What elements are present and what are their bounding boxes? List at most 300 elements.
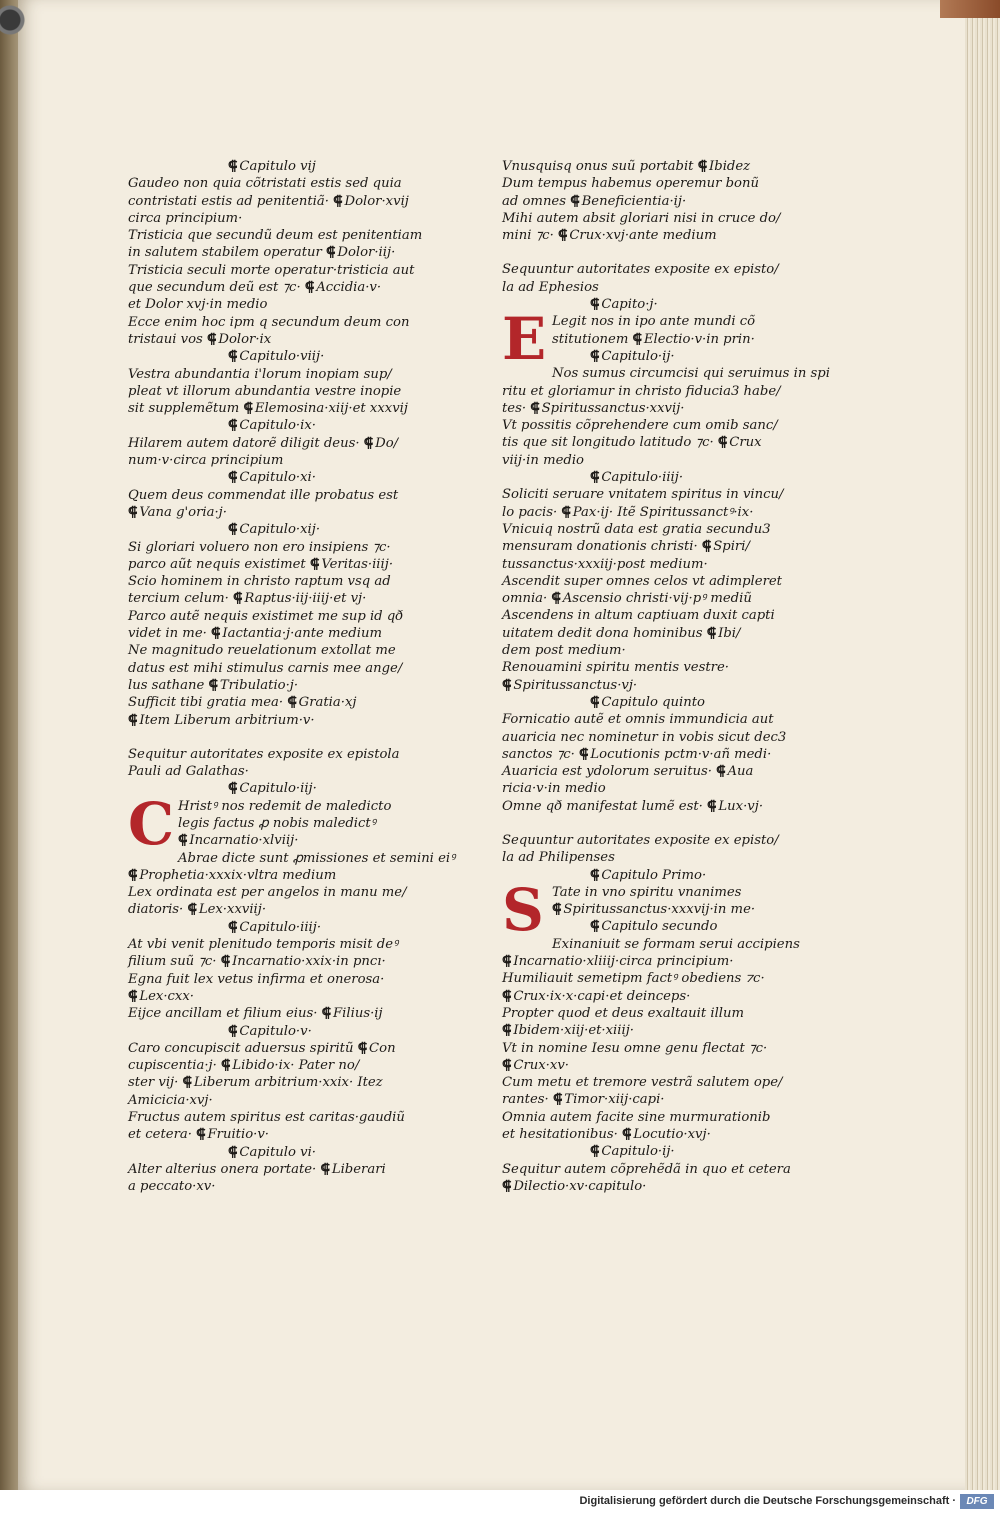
text-line [502, 798, 792, 815]
line-text: Vnusquisq onus suũ portabit [502, 159, 694, 174]
text-line [502, 158, 792, 175]
text-line [502, 607, 792, 624]
pilcrow-icon: ⸿ [590, 919, 600, 935]
line-text: pleat vt illorum abundantia vestre inopie [128, 383, 402, 399]
rubricated-initial [502, 305, 547, 374]
line-text: Lex·cxx· [139, 988, 195, 1004]
cross-reference: Libido·ix· Pater no/ [232, 1058, 360, 1074]
line-text: Ne magnitudo reuelationum extollat me [128, 643, 396, 659]
pilcrow-icon: ⸿ [182, 1075, 192, 1091]
line-text: Vnicuiq nostrũ data est gratia secundu3 [502, 521, 771, 537]
text-line [128, 1178, 428, 1195]
line-text: tercium celum· [128, 591, 229, 607]
line-text: sit supplemẽtum [128, 401, 240, 417]
pilcrow-icon: ⸿ [561, 504, 571, 520]
cross-reference: Liberum arbitrium·xxix· Itez [193, 1075, 383, 1091]
text-line [128, 210, 428, 227]
text-line [502, 417, 792, 434]
cross-reference: Lex·xxviij· [198, 902, 267, 918]
cross-reference: Beneficientia·ij· [581, 193, 687, 209]
line-text: Capitulo vij [239, 159, 316, 174]
line-text: Ecce enim hoc ipm q secundum deum con [128, 314, 410, 330]
line-text: Sequuntur autoritates exposite ex episto/ [502, 832, 779, 848]
text-line [128, 1057, 428, 1074]
cross-reference: Timor·xiij·capi· [564, 1092, 665, 1108]
line-text: et cetera· [128, 1127, 192, 1143]
pilcrow-icon: ⸿ [228, 1144, 238, 1160]
line-text: Spiritussanctus·xxxvij·in me· [563, 902, 756, 918]
pilcrow-icon: ⸿ [220, 954, 231, 970]
pilcrow-icon: ⸿ [128, 867, 138, 883]
line-text: stitutionem [552, 331, 629, 347]
pilcrow-icon: ⸿ [321, 1006, 332, 1022]
pilcrow-icon: ⸿ [228, 1023, 238, 1039]
text-line [128, 1144, 428, 1161]
line-text: rantes· [502, 1092, 549, 1108]
text-line [128, 417, 428, 434]
line-text: Pauli ad Galathas· [128, 764, 249, 780]
pilcrow-icon: ⸿ [579, 746, 589, 762]
line-text: ricia·v·in medio [502, 781, 606, 797]
text-line [128, 262, 428, 279]
pilcrow-icon: ⸿ [570, 193, 580, 209]
line-text: Ascendens in altum captiuam duxit capti [502, 608, 775, 624]
text-line [502, 486, 792, 503]
line-text: Capitulo·v· [239, 1023, 312, 1039]
left-text-column [128, 158, 456, 1196]
line-text: Mihi autem absit gloriari nisi in cruce do/ [502, 210, 781, 226]
line-text: mensuram donationis christi· [502, 539, 698, 555]
text-line [128, 625, 428, 642]
line-text: Capitulo·iij· [239, 781, 317, 797]
line-text: Quem deus commendat ille probatus est [128, 487, 399, 503]
cross-reference: Liberari [331, 1161, 386, 1177]
text-line [128, 348, 428, 365]
cross-reference: Pax·ij· Itẽ Spiritussanctꝰ·ix· [572, 504, 754, 520]
cross-reference: Accidia·v· [316, 280, 382, 296]
pilcrow-icon: ⸿ [622, 1127, 632, 1143]
text-line [128, 279, 428, 296]
line-text: circa principium· [128, 210, 243, 226]
pilcrow-icon: ⸿ [228, 418, 238, 434]
text-line [502, 867, 792, 884]
text-line [128, 901, 428, 918]
text-line [502, 383, 792, 400]
line-text: Hristꝰ nos redemit de maledicto [178, 798, 392, 814]
line-text: lus sathane [128, 677, 205, 693]
line-text: tristaui vos [128, 331, 203, 347]
text-line [502, 590, 792, 607]
text-line [502, 677, 792, 694]
line-text: Capitulo·ij· [601, 348, 675, 364]
line-text: Abrae dicte sunt ꝓmissiones et semini eiꝰ [178, 850, 456, 866]
line-text: Capitulo·xij· [239, 522, 321, 538]
text-line [502, 659, 792, 676]
text-line [502, 504, 792, 521]
pilcrow-icon: ⸿ [590, 867, 600, 883]
line-text: Tristicia seculi morte operatur·tristicia aut [128, 262, 415, 278]
line-text: omnia· [502, 591, 548, 607]
rubricated-initial [502, 875, 546, 944]
text-line [502, 780, 792, 797]
text-line [502, 400, 792, 417]
line-text: Omne qð manifestat lumẽ est· [502, 798, 703, 814]
text-line [128, 988, 428, 1005]
text-line [502, 1178, 792, 1195]
pilcrow-icon: ⸿ [320, 1161, 330, 1177]
text-line [128, 1074, 428, 1091]
text-line [502, 279, 792, 296]
pilcrow-icon: ⸿ [208, 677, 218, 693]
line-text: lo pacis· [502, 504, 558, 520]
pilcrow-icon: ⸿ [243, 401, 253, 417]
cross-reference: Veritas·iiij· [321, 556, 394, 572]
cross-reference: Tribulatio·j· [219, 677, 299, 693]
line-text: Capitulo·iiij· [601, 470, 684, 486]
cross-reference: Electio·v·in prin· [643, 331, 755, 347]
line-text: ad omnes [502, 193, 567, 209]
text-line [502, 642, 792, 659]
line-text: Incarnatio·xliiij·circa principium· [513, 954, 734, 970]
cross-reference: Locutionis pctm·v·añ medi· [590, 746, 772, 762]
line-text: Capitulo vi· [239, 1144, 316, 1160]
line-text: Item Liberum arbitrium·v· [139, 712, 315, 728]
line-text: ster vij· [128, 1075, 179, 1091]
text-line [502, 936, 800, 953]
line-text: Parco autẽ nequis existimet me sup id qð [128, 608, 404, 624]
line-text: Capitulo·ix· [239, 418, 316, 434]
line-text: Capito·j· [601, 297, 658, 313]
pilcrow-icon: ⸿ [707, 798, 717, 814]
line-text: Fructus autem spiritus est caritas·gaudiũ [128, 1110, 405, 1126]
pilcrow-icon: ⸿ [363, 435, 374, 451]
text-line [502, 1074, 792, 1091]
text-line [128, 1109, 428, 1126]
page-edges [965, 0, 1000, 1490]
text-line [128, 556, 428, 573]
text-line [128, 660, 428, 677]
pilcrow-icon: ⸿ [128, 712, 138, 728]
cross-reference: Crux [729, 435, 762, 451]
line-text: a peccato·xv· [128, 1179, 216, 1195]
text-line [128, 884, 428, 901]
line-text: Capitulo·xi· [239, 470, 316, 486]
line-text: videt in me· [128, 626, 207, 642]
pilcrow-icon: ⸿ [502, 677, 512, 693]
line-text: parco aũt nequis existimet [128, 556, 306, 572]
pilcrow-icon: ⸿ [502, 1057, 512, 1073]
line-text: Tate in vno spiritu vnanimes [552, 884, 742, 900]
text-line [502, 1005, 792, 1022]
cross-reference: Gratia·xj [298, 695, 357, 711]
text-line [502, 1040, 792, 1057]
text-line [128, 867, 428, 884]
binding-corner [940, 0, 1000, 18]
line-text: ritu et gloriamur in christo fiducia3 habe/ [502, 383, 781, 399]
rubricated-initial [128, 789, 175, 858]
pilcrow-icon: ⸿ [551, 591, 561, 607]
cross-reference: Con [369, 1040, 396, 1056]
pilcrow-icon: ⸿ [590, 348, 600, 364]
pilcrow-icon: ⸿ [187, 902, 197, 918]
right-text-column [502, 158, 830, 1195]
line-text: Capitulo·iiij· [239, 919, 322, 935]
pilcrow-icon: ⸿ [502, 988, 512, 1004]
text-line [502, 1161, 792, 1178]
text-line [128, 1023, 428, 1040]
text-line [128, 746, 428, 763]
text-line [502, 970, 792, 987]
cross-reference: Dolor·ix [218, 331, 272, 347]
cross-reference: Dolor·iij· [337, 245, 396, 261]
text-line [128, 244, 428, 261]
line-text: Hilarem autem datorẽ diligit deus· [128, 435, 360, 451]
line-text: cupiscentia·j· [128, 1058, 217, 1074]
line-text: legis factus ꝓ nobis maledictꝰ [178, 815, 376, 831]
text-line [128, 469, 428, 486]
line-text: sanctos ⁊c· [502, 746, 575, 762]
line-text: Sequuntur autoritates exposite ex episto/ [502, 262, 779, 278]
line-text: in salutem stabilem operatur [128, 245, 322, 261]
pilcrow-icon: ⸿ [552, 1092, 563, 1108]
line-text: Propter quod et deus exaltauit illum [502, 1005, 744, 1021]
text-line [128, 590, 428, 607]
pilcrow-icon: ⸿ [228, 159, 238, 174]
pilcrow-icon: ⸿ [716, 764, 726, 780]
text-line [128, 971, 428, 988]
cross-reference: Spiri/ [713, 539, 750, 555]
line-text: Omnia autem facite sine murmurationib [502, 1109, 771, 1125]
pilcrow-icon: ⸿ [701, 539, 712, 555]
pilcrow-icon: ⸿ [632, 331, 642, 347]
text-line [502, 694, 792, 711]
text-line [502, 1126, 792, 1143]
text-line [128, 193, 428, 210]
footer-bar [0, 1490, 1000, 1515]
text-line [128, 435, 428, 452]
text-line [128, 487, 428, 504]
pilcrow-icon: ⸿ [697, 159, 708, 174]
text-line [502, 573, 792, 590]
text-line [502, 832, 792, 849]
line-text: que secundum deũ est ⁊c· [128, 280, 301, 296]
line-text: Prophetia·xxxix·vltra medium [139, 867, 337, 883]
cross-reference: Lux·vj· [718, 798, 764, 814]
cross-reference: Spiritussanctus·xxvij· [541, 400, 685, 416]
initial-letter: S [502, 875, 544, 944]
line-text: et hesitationibus· [502, 1127, 618, 1143]
text-line [502, 729, 792, 746]
text-line [128, 314, 428, 331]
pilcrow-icon: ⸿ [228, 919, 238, 935]
pilcrow-icon: ⸿ [228, 349, 238, 365]
pilcrow-icon: ⸿ [333, 193, 343, 209]
text-line [502, 763, 792, 780]
cross-reference: Elemosina·xiij·et xxxvij [254, 401, 408, 417]
text-line [502, 746, 792, 763]
line-text: Crux·xv· [513, 1057, 569, 1073]
text-line [502, 521, 792, 538]
text-line [502, 849, 792, 866]
line-text: Caro concupiscit aduersus spiritũ [128, 1040, 354, 1056]
line-text: mini ⁊c· [502, 228, 554, 244]
pilcrow-icon: ⸿ [590, 1144, 600, 1160]
line-text: viij·in medio [502, 452, 584, 468]
line-text: Capitulo quinto [601, 694, 705, 710]
line-text: uitatem dedit dona hominibus [502, 625, 703, 641]
text-line [502, 175, 792, 192]
text-line [502, 711, 792, 728]
pilcrow-icon: ⸿ [552, 902, 562, 918]
text-line [128, 642, 428, 659]
text-line [128, 175, 428, 192]
line-text: Scio hominem in christo raptum vsq ad [128, 574, 391, 590]
line-text: et Dolor xvj·in medio [128, 297, 268, 313]
line-text: Incarnatio·xlviij· [189, 833, 299, 849]
pilcrow-icon: ⸿ [502, 954, 512, 970]
line-text: Auaricia est ydolorum seruitus· [502, 764, 712, 780]
pilcrow-icon: ⸿ [128, 988, 138, 1004]
line-text: Spiritussanctus·vj· [513, 677, 638, 693]
pilcrow-icon: ⸿ [196, 1127, 206, 1143]
text-line [128, 227, 428, 244]
cross-reference: Ibi/ [718, 625, 741, 641]
text-line [128, 521, 428, 538]
line-text: num·v·circa principium [128, 453, 284, 469]
text-line [128, 677, 428, 694]
text-line [128, 712, 428, 729]
text-line [128, 573, 428, 590]
cross-reference: Aua [727, 764, 754, 780]
text-line [128, 1092, 428, 1109]
text-line [502, 556, 792, 573]
pilcrow-icon: ⸿ [326, 245, 336, 261]
pilcrow-icon: ⸿ [557, 228, 568, 244]
text-line [502, 193, 792, 210]
cross-reference: Do/ [375, 435, 399, 451]
pilcrow-icon: ⸿ [211, 626, 221, 642]
pilcrow-icon: ⸿ [228, 781, 238, 797]
paragraph-gap [128, 729, 428, 746]
line-text: tussanctus·xxxiij·post medium· [502, 556, 708, 572]
pilcrow-icon: ⸿ [207, 331, 217, 347]
line-text: At vbi venit plenitudo temporis misit deꝰ [128, 937, 399, 953]
paragraph-gap [502, 244, 792, 261]
cross-reference: Dolor·xvij [344, 193, 409, 209]
line-text: Capitulo·viij· [239, 349, 325, 365]
line-text: Humiliauit semetipm factꝰ obediens ⁊c· [502, 971, 765, 987]
text-line [128, 1005, 428, 1022]
pilcrow-icon: ⸿ [228, 522, 238, 538]
line-text: Nos sumus circumcisi qui seruimus in spi [552, 366, 830, 382]
line-text: dem post medium· [502, 643, 626, 659]
line-text: la ad Ephesios [502, 279, 599, 295]
initial-letter: E [502, 305, 547, 374]
text-line [128, 331, 428, 348]
pilcrow-icon: ⸿ [502, 1023, 512, 1039]
text-line [502, 1143, 792, 1160]
line-text: Eijce ancillam et filium eius· [128, 1006, 318, 1022]
pilcrow-icon: ⸿ [590, 694, 600, 710]
pilcrow-icon: ⸿ [128, 504, 138, 520]
text-line [502, 625, 792, 642]
pilcrow-icon: ⸿ [502, 1178, 512, 1194]
pilcrow-icon: ⸿ [228, 470, 238, 486]
text-line [502, 1022, 792, 1039]
text-line [502, 227, 792, 244]
line-text: tes· [502, 400, 527, 416]
line-text: Vt possitis cõprehendere cum omib sanc/ [502, 418, 778, 434]
pilcrow-icon: ⸿ [287, 695, 297, 711]
cross-reference: Filius·ij [333, 1006, 383, 1022]
pilcrow-icon: ⸿ [706, 625, 717, 641]
text-line [128, 694, 428, 711]
text-line [128, 1040, 428, 1057]
text-line [128, 608, 428, 625]
text-line [128, 383, 428, 400]
line-text: Capitulo secundo [601, 919, 718, 935]
text-line [502, 434, 792, 451]
pilcrow-icon: ⸿ [221, 1058, 231, 1074]
cross-reference: Locutio·xvj· [633, 1127, 711, 1143]
text-line [128, 1126, 428, 1143]
line-text: auaricia nec nominetur in vobis sicut dec3 [502, 729, 787, 745]
text-line [128, 763, 428, 780]
text-line [502, 1109, 792, 1126]
line-text: Fornicatio autẽ et omnis immundicia aut [502, 712, 774, 728]
pilcrow-icon: ⸿ [304, 280, 315, 296]
pilcrow-icon: ⸿ [530, 400, 540, 416]
line-text: Soliciti seruare vnitatem spiritus in vincu/ [502, 487, 784, 503]
line-text: Capitulo·ij· [601, 1144, 675, 1160]
line-text: Vana g'oria·j· [139, 504, 227, 520]
line-text: Dilectio·xv·capitulo· [513, 1178, 647, 1194]
cross-reference: Raptus·iij·iiij·et vj· [244, 591, 367, 607]
line-text: la ad Philipenses [502, 850, 615, 866]
line-text: Vestra abundantia i'lorum inopiam sup/ [128, 366, 392, 382]
cross-reference: Iactantia·j·ante medium [222, 626, 382, 642]
line-text: Renouamini spiritu mentis vestre· [502, 660, 729, 676]
cross-reference: Ibidez [709, 159, 751, 174]
line-text: Egna fuit lex vetus infirma et onerosa· [128, 971, 385, 987]
text-line [128, 158, 428, 175]
line-text: Sufficit tibi gratia mea· [128, 695, 284, 711]
cross-reference: Incarnatio·xxix·in pncı· [232, 954, 386, 970]
line-text: Legit nos in ipo ante mundi cõ [552, 314, 756, 330]
line-text: Vt in nomine Iesu omne genu flectat ⁊c· [502, 1040, 768, 1056]
line-text: Tristicia que secundũ deum est penitentiam [128, 228, 423, 244]
line-text: Capitulo Primo· [601, 867, 707, 883]
pilcrow-icon: ⸿ [309, 556, 320, 572]
text-line [502, 261, 792, 278]
line-text: Si gloriari voluero non ero insipiens ⁊c· [128, 539, 391, 555]
text-line [502, 538, 792, 555]
line-text: tis que sit longitudo latitudo ⁊c· [502, 435, 714, 451]
funding-credit: Digitalisierung gefördert durch die Deutsche Forschungsgemeinschaft · [579, 1495, 956, 1507]
line-text: Crux·ix·x·capi·et deinceps· [513, 988, 691, 1004]
text-line [128, 539, 428, 556]
pilcrow-icon: ⸿ [590, 297, 600, 313]
clasp-decoration [0, 0, 30, 45]
line-text: diatoris· [128, 902, 184, 918]
text-line [502, 469, 792, 486]
text-line [128, 953, 428, 970]
text-line [128, 452, 428, 469]
line-text: datus est mihi stimulus carnis mee ange/ [128, 660, 403, 676]
line-text: Amicicia·xvj· [128, 1092, 213, 1108]
line-text: Sequitur autoritates exposite ex epistola [128, 746, 400, 762]
line-text: Gaudeo non quia cõtristati estis sed quia [128, 176, 402, 192]
